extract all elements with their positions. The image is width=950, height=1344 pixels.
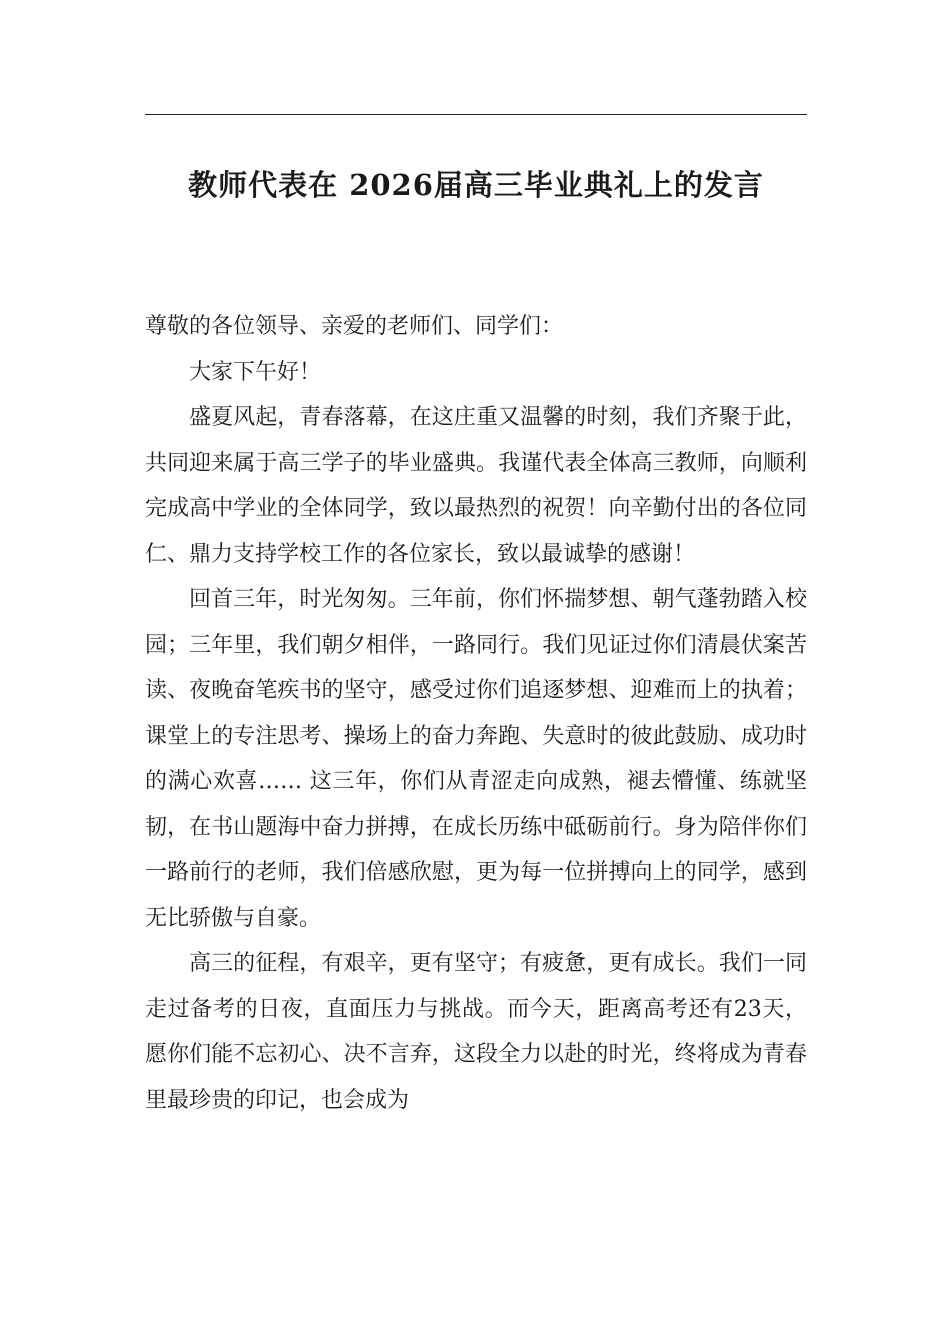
salutation: 尊敬的各位领导、亲爱的老师们、同学们： <box>145 314 564 339</box>
paragraph: 高三的征程，有艰辛，更有坚守；有疲惫，更有成长。我们一同走过备考的日夜，直面压力与挑战。而今天，距离高考还有23天，愿你们能不忘初心、决不言弃，这段全力以赴的时光，终将成为青春里最珍贵的印记，也会成为 <box>145 951 807 1113</box>
header-rule <box>145 114 807 115</box>
paragraph: 回首三年，时光匆匆。三年前，你们怀揣梦想、朝气蓬勃踏入校园；三年里，我们朝夕相伴，一路同行。我们见证过你们清晨伏案苦读、夜晚奋笔疾书的坚守，感受过你们追逐梦想、迎难而上的执着；课堂上的专注思考、操场上的奋力奔跑、失意时的彼此鼓励、成功时的满心欢喜…… 这三年，你们从青涩走向成熟，褪去懵懂、练就坚韧，在书山题海中奋力拼搏，在成长历练中砥砺前行。身为陪伴你们一路前行的老师，我们倍感欣慰，更为每一位拼搏向上的同学，感到无比骄傲与自豪。 <box>145 587 807 931</box>
greeting-line: 大家下午好！ <box>189 359 322 385</box>
document-title: 教师代表在 2026届高三毕业典礼上的发言 <box>188 168 764 202</box>
paragraph: 盛夏风起，青春落幕，在这庄重又温馨的时刻，我们齐聚于此，共同迎来属于高三学子的毕业盛典。我谨代表全体高三教师，向顺利完成高中学业的全体同学，致以最热烈的祝贺！向辛勤付出的各位同仁、鼎力支持学校工作的各位家长，致以最诚挚的感谢！ <box>145 405 807 567</box>
document-body <box>145 304 807 1123</box>
